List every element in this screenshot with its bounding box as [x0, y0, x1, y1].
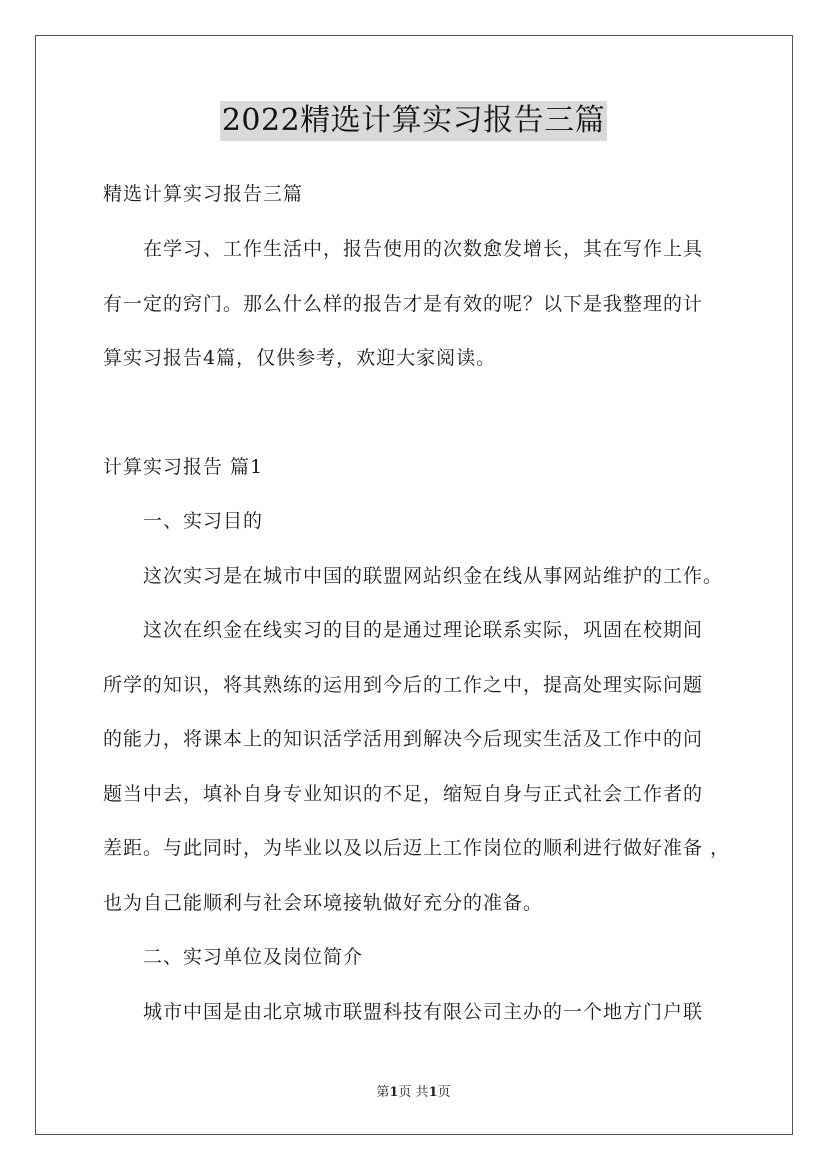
- footer-page-total: 1: [428, 1085, 438, 1100]
- part2-heading: 二、实习单位及岗位简介: [143, 946, 364, 968]
- footer-suffix: 页: [437, 1085, 451, 1100]
- part1-para2-line-1: 这次在织金在线实习的目的是通过理论联系实际，巩固在校期间: [143, 619, 704, 641]
- intro-line-1: 在学习、工作生活中，报告使用的次数愈发增长，其在写作上具: [143, 238, 704, 260]
- footer-page-current: 1: [389, 1085, 399, 1100]
- section-heading: 计算实习报告 篇1: [103, 456, 264, 478]
- intro-line-2: 有一定的窍门。那么什么样的报告才是有效的呢？以下是我整理的计: [103, 293, 704, 315]
- part1-para2-line-4: 题当中去，填补自身专业知识的不足，缩短自身与正式社会工作者的: [103, 783, 704, 805]
- footer-mid: 页 共: [398, 1085, 429, 1100]
- part1-para2-line-5: 差距。与此同时，为毕业以及以后迈上工作岗位的顺利进行做好准备 ，: [103, 837, 731, 859]
- part1-para1: 这次实习是在城市中国的联盟网站织金在线从事网站维护的工作。: [143, 565, 724, 587]
- part2-para1-line-1: 城市中国是由北京城市联盟科技有限公司主办的一个地方门户联: [143, 1001, 704, 1023]
- document-title: 2022精选计算实习报告三篇: [220, 101, 607, 141]
- footer-prefix: 第: [376, 1085, 390, 1100]
- page-footer: [0, 1084, 827, 1102]
- title-container: [0, 101, 827, 141]
- document-subtitle: 精选计算实习报告三篇: [103, 183, 304, 205]
- part1-para2-line-2: 所学的知识，将其熟练的运用到今后的工作之中，提高处理实际问题: [103, 674, 704, 696]
- part1-para2-line-6: 也为自己能顺利与社会环境接轨做好充分的准备。: [103, 892, 544, 914]
- part1-heading: 一、实习目的: [143, 510, 264, 532]
- part1-para2-line-3: 的能力，将课本上的知识活学活用到解决今后现实生活及工作中的问: [103, 728, 704, 750]
- intro-line-3: 算实习报告4篇，仅供参考，欢迎大家阅读。: [103, 347, 497, 369]
